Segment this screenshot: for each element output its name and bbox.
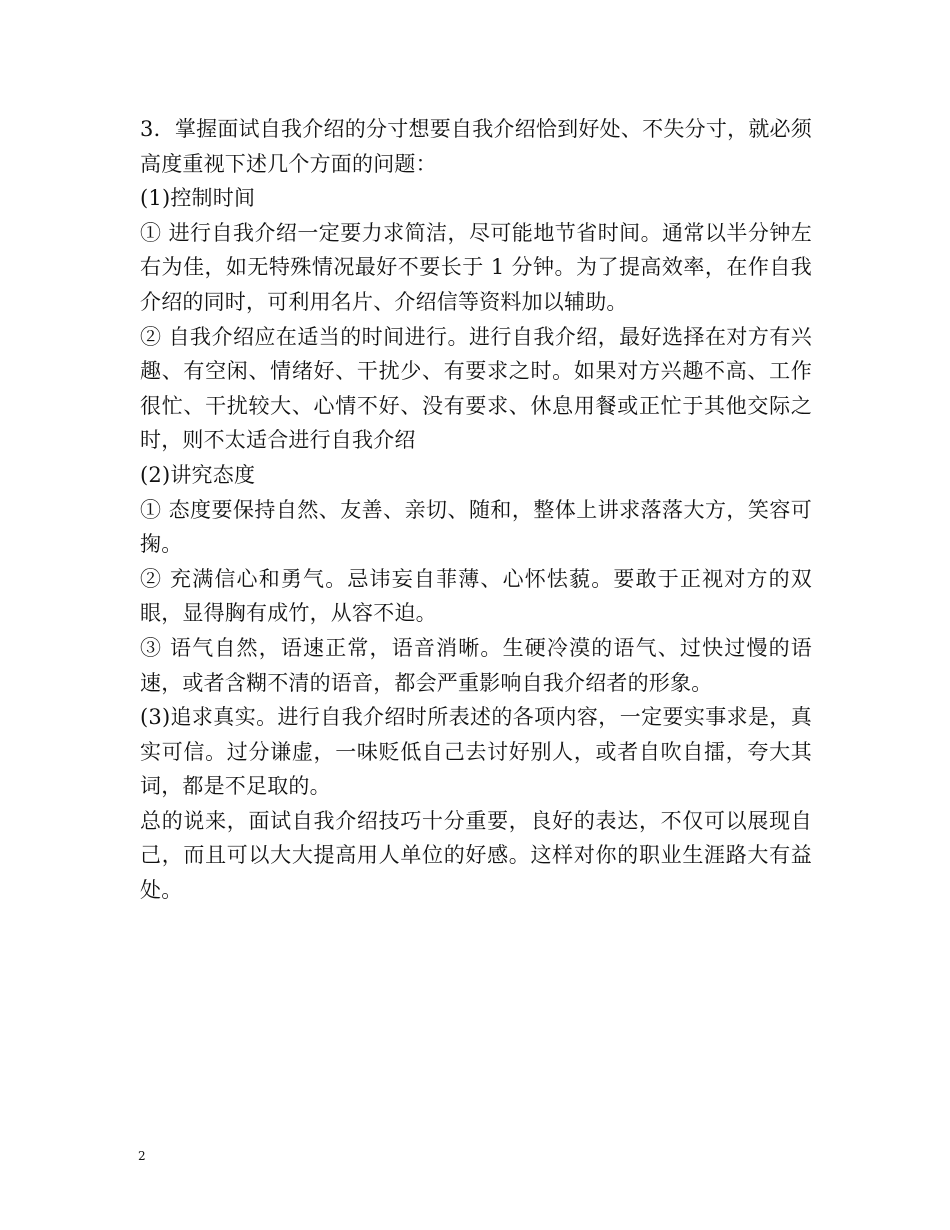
paragraph-heading-3: 3．掌握面试自我介绍的分寸想要自我介绍恰到好处、不失分寸，就必须高度重视下述几个方面的问题：	[140, 117, 812, 176]
document-body	[140, 112, 812, 908]
paragraph-point-1-2: ② 自我介绍应在适当的时间进行。进行自我介绍，最好选择在对方有兴趣、有空闲、情绪好、干扰少、有要求之时。如果对方兴趣不高、工作很忙、干扰较大、心情不好、没有要求、休息用餐或正忙于其他交际之时，则不太适合进行自我介绍	[140, 324, 812, 453]
paragraph-point-1-1: ① 进行自我介绍一定要力求简洁，尽可能地节省时间。通常以半分钟左右为佳，如无特殊情况最好不要长于 1 分钟。为了提高效率，在作自我介绍的同时，可利用名片、介绍信等资料加以辅助。	[140, 220, 812, 314]
paragraph-point-2-1: ① 态度要保持自然、友善、亲切、随和，整体上讲求落落大方，笑容可掬。	[140, 497, 812, 557]
paragraph-point-2-3: ③ 语气自然，语速正常，语音消晰。生硬冷漠的语气、过快过慢的语速，或者含糊不清的语音，都会严重影响自我介绍者的形象。	[140, 635, 812, 695]
paragraph-point-3: (3)追求真实。进行自我介绍时所表述的各项内容，一定要实事求是，真实可信。过分谦虚，一味贬低自己去讨好别人，或者自吹自擂，夸大其词，都是不足取的。	[140, 705, 812, 799]
page-number: 2	[138, 1149, 146, 1163]
paragraph-point-2-2: ② 充满信心和勇气。忌讳妄自菲薄、心怀怯藐。要敢于正视对方的双眼，显得胸有成竹，从容不迫。	[140, 566, 812, 626]
paragraph-subheading-attitude: (2)讲究态度	[140, 462, 256, 487]
paragraph-subheading-control-time: (1)控制时间	[140, 186, 256, 211]
paragraph-summary: 总的说来，面试自我介绍技巧十分重要，良好的表达，不仅可以展现自己，而且可以大大提高用人单位的好感。这样对你的职业生涯路大有益处。	[140, 808, 812, 903]
